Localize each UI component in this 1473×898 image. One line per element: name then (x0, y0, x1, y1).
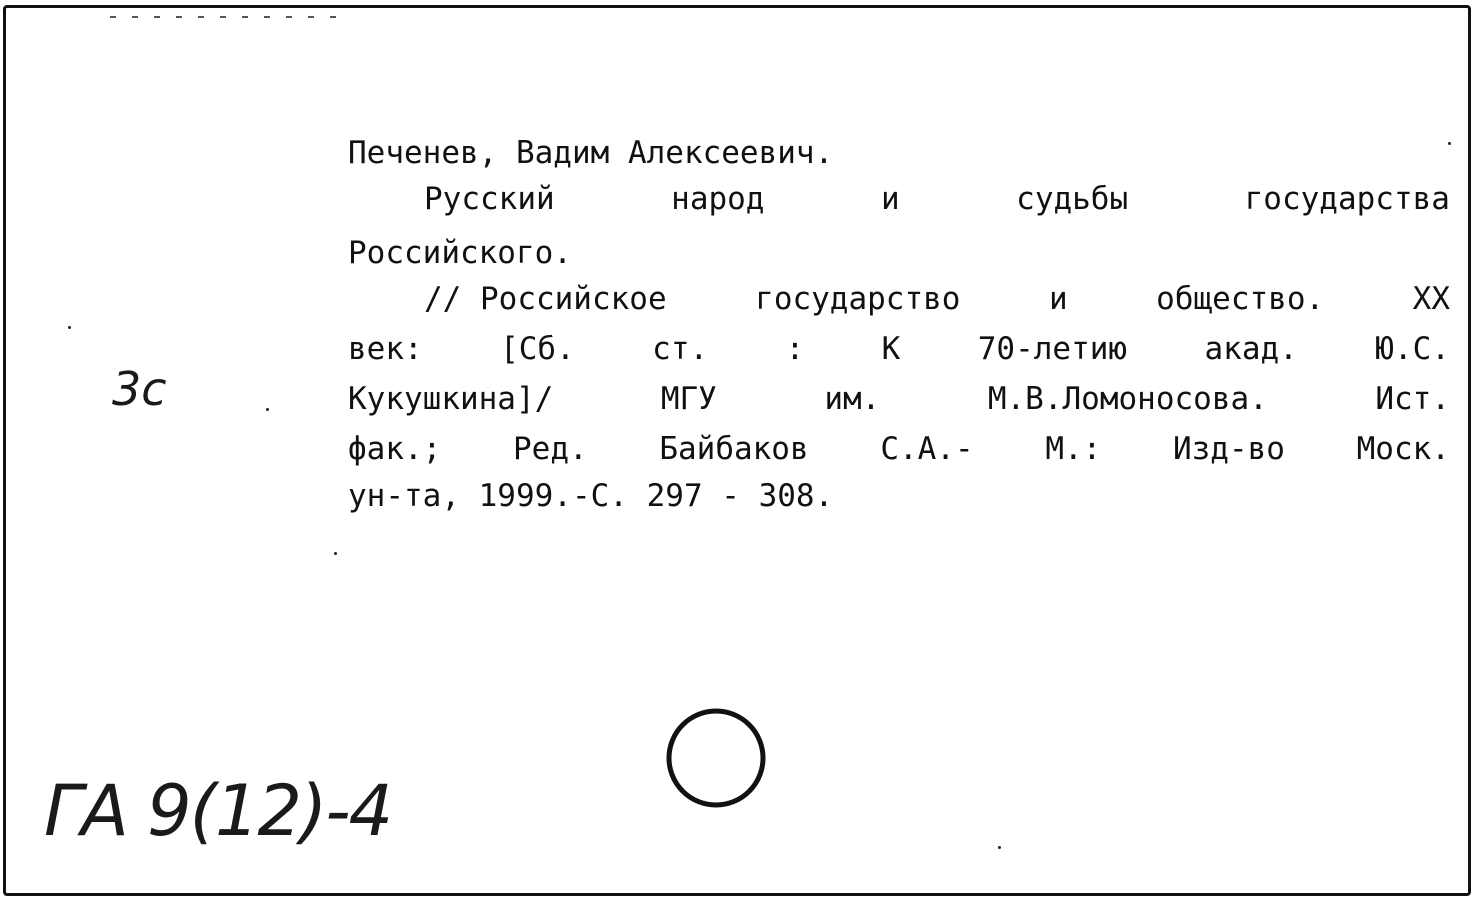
top-dash-marks (110, 16, 350, 18)
call-number: ГА 9(12)-4 (44, 770, 392, 852)
source-word: : (785, 331, 805, 367)
source-word: С.А.- (880, 431, 974, 467)
source-line-4 (348, 431, 1450, 467)
source-word: К (881, 331, 901, 367)
source-word: // Российское (424, 281, 667, 317)
source-word: им. (824, 381, 881, 417)
source-word: Кукушкина]/ (348, 381, 554, 417)
source-line-1 (424, 281, 1450, 317)
stray-dot (334, 552, 337, 555)
title-word: и (880, 181, 900, 217)
stray-dot (68, 326, 71, 329)
title-line-1 (424, 181, 1450, 217)
title-line-2: Российского. (348, 235, 572, 271)
source-line-5: ун-та, 1999.-С. 297 - 308. (348, 478, 834, 514)
source-word: фак.; (348, 431, 442, 467)
source-word: [Сб. (500, 331, 575, 367)
stray-dot (1448, 142, 1451, 145)
source-word: 70-летию (977, 331, 1128, 367)
stray-dot (998, 846, 1001, 849)
source-word: общество. (1156, 281, 1325, 317)
source-word: Ред. (513, 431, 588, 467)
margin-note: 3с (112, 362, 167, 416)
author-line: Печенев, Вадим Алексеевич. (348, 135, 834, 171)
source-word: Ю.С. (1375, 331, 1450, 367)
source-word: ст. (652, 331, 709, 367)
punch-hole-icon (660, 700, 780, 820)
source-word: Ист. (1375, 381, 1450, 417)
source-word: государство (755, 281, 961, 317)
title-word: судьбы (1016, 181, 1129, 217)
source-word: акад. (1204, 331, 1298, 367)
source-word: МГУ (660, 381, 717, 417)
source-word: М.: (1045, 431, 1102, 467)
source-word: век: (348, 331, 423, 367)
source-word: XX (1412, 281, 1450, 317)
stray-dot (266, 408, 269, 411)
title-word: Русский (424, 181, 555, 217)
title-word: народ (671, 181, 765, 217)
source-word: М.В.Ломоносова. (987, 381, 1268, 417)
source-word: и (1048, 281, 1068, 317)
title-word: государства (1244, 181, 1450, 217)
source-word: Изд-во (1172, 431, 1285, 467)
source-word: Моск. (1356, 431, 1450, 467)
source-line-2 (348, 331, 1450, 367)
source-line-3 (348, 381, 1450, 417)
source-word: Байбаков (659, 431, 809, 467)
